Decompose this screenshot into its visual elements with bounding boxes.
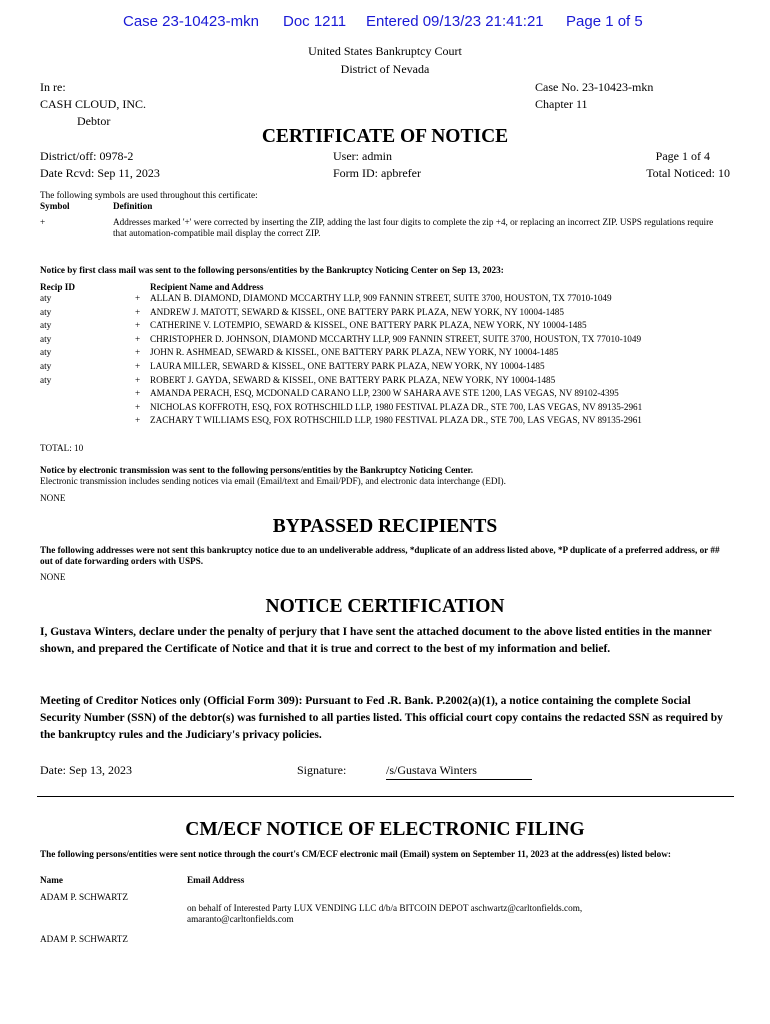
electronic-none: NONE <box>40 493 66 503</box>
list-item <box>40 320 730 334</box>
list-item <box>40 402 730 416</box>
list-item <box>40 347 730 361</box>
recipient-address: ZACHARY T WILLIAMS ESQ, FOX ROTHSCHILD LLP, 1980 FESTIVAL PLAZA DR., STE 700, LAS VEGAS, NV 89135-2961 <box>150 415 642 426</box>
in-re-label: In re: <box>40 80 66 94</box>
header-page: Page 1 of 5 <box>566 13 643 30</box>
plus-mark: + <box>135 388 141 399</box>
symbols-col-symbol: Symbol <box>40 201 70 211</box>
bypassed-text: The following addresses were not sent this bankruptcy notice due to an undeliverable address, *duplicate of an address listed above, *P duplicate of a preferred address, or ## out of date forwarding orders with USPS. <box>40 545 720 566</box>
certification-title: NOTICE CERTIFICATION <box>265 596 505 617</box>
recipient-address: CATHERINE V. LOTEMPIO, SEWARD & KISSEL, ONE BATTERY PARK PLAZA, NEW YORK, NY 10004-1485 <box>150 320 587 331</box>
signature-label: Signature: <box>297 763 347 777</box>
page-of: Page 1 of 4 <box>655 149 710 163</box>
header-doc: Doc 1211 <box>283 13 347 30</box>
cmecf-title: CM/ECF NOTICE OF ELECTRONIC FILING <box>185 819 585 840</box>
recip-id: aty <box>40 293 52 303</box>
plus-mark: + <box>135 361 141 371</box>
recipient-address: AMANDA PERACH, ESQ, MCDONALD CARANO LLP, 2300 W SAHARA AVE STE 1200, LAS VEGAS, NV 89102-4395 <box>150 388 619 399</box>
cmecf-col-name: Name <box>40 875 63 885</box>
list-item <box>40 361 730 375</box>
list-item <box>40 375 730 389</box>
col-recip-id: Recip ID <box>40 282 75 292</box>
recipient-address: ALLAN B. DIAMOND, DIAMOND MCCARTHY LLP, 909 FANNIN STREET, SUITE 3700, HOUSTON, TX 77010-1049 <box>150 293 612 303</box>
cmecf-entry-email: on behalf of Interested Party LUX VENDING LLC d/b/a BITCOIN DEPOT aschwartz@carltonfields.com, amaranto@carltonfields.com <box>187 903 583 924</box>
signature-value: /s/Gustava Winters <box>386 763 532 780</box>
recip-id: aty <box>40 374 52 385</box>
plus-mark: + <box>135 374 141 385</box>
plus-mark: + <box>135 333 141 344</box>
case-number: Case No. 23-10423-mkn <box>535 80 654 94</box>
list-item <box>40 334 730 348</box>
recipient-address: ANDREW J. MATOTT, SEWARD & KISSEL, ONE BATTERY PARK PLAZA, NEW YORK, NY 10004-1485 <box>150 306 564 317</box>
court-name: United States Bankruptcy Court <box>308 44 462 58</box>
cmecf-col-email: Email Address <box>187 875 245 885</box>
recip-id: aty <box>40 347 52 358</box>
cmecf-entry-name: ADAM P. SCHWARTZ <box>40 934 129 944</box>
symbol-plus-definition: Addresses marked '+' were corrected by inserting the ZIP, adding the last four digits to complete the zip +4, or replacing an incorrect ZIP. USPS regulations require that automation-compatible mail display the correct ZIP. <box>113 217 714 238</box>
list-item <box>40 307 730 321</box>
electronic-heading: Notice by electronic transmission was sent to the following persons/entities by the Bankruptcy Noticing Center. <box>40 465 474 475</box>
electronic-sub: Electronic transmission includes sending notices via email (Email/text and Email/PDF), and electronic data interchange (EDI). <box>40 476 506 486</box>
recip-id: aty <box>40 320 52 331</box>
recip-id: aty <box>40 306 52 317</box>
court-district: District of Nevada <box>340 62 430 76</box>
section-divider <box>37 796 734 797</box>
header-entered: Entered 09/13/23 21:41:21 <box>366 13 544 30</box>
certification-declaration: I, Gustava Winters, declare under the penalty of perjury that I have sent the attached document to the above listed entities in the manner shown, and prepared the Certificate of Notice and that it is true and correct to the best of my information and belief. <box>40 626 712 655</box>
plus-mark: + <box>135 306 141 317</box>
header-case: Case 23-10423-mkn <box>123 13 259 30</box>
district-office: District/off: 0978-2 <box>40 149 134 163</box>
plus-mark: + <box>135 293 141 303</box>
recipient-address: LAURA MILLER, SEWARD & KISSEL, ONE BATTERY PARK PLAZA, NEW YORK, NY 10004-1485 <box>150 361 545 371</box>
symbols-intro: The following symbols are used throughout this certificate: <box>40 190 258 200</box>
recip-id: aty <box>40 333 52 344</box>
certificate-title: CERTIFICATE OF NOTICE <box>261 126 509 147</box>
plus-mark: + <box>135 415 141 426</box>
recip-id: aty <box>40 361 52 371</box>
date-received: Date Rcvd: Sep 11, 2023 <box>40 166 160 180</box>
chapter: Chapter 11 <box>535 97 588 111</box>
first-class-heading: Notice by first class mail was sent to the following persons/entities by the Bankruptcy Noticing Center on Sep 13, 2023: <box>40 265 504 275</box>
list-item <box>40 388 730 402</box>
recipient-address: CHRISTOPHER D. JOHNSON, DIAMOND MCCARTHY LLP, 909 FANNIN STREET, SUITE 3700, HOUSTON, TX 77010-1049 <box>150 333 642 344</box>
cmecf-intro: The following persons/entities were sent notice through the court's CM/ECF electronic mail (Email) system on September 11, 2023 at the address(es) listed below: <box>40 849 671 859</box>
debtor-label: Debtor <box>77 114 111 128</box>
list-item <box>40 415 730 429</box>
symbols-col-definition: Definition <box>113 201 153 211</box>
cmecf-entry-name: ADAM P. SCHWARTZ <box>40 892 129 902</box>
user: User: admin <box>333 149 392 163</box>
plus-mark: + <box>135 401 141 412</box>
bypassed-title: BYPASSED RECIPIENTS <box>272 516 498 537</box>
certification-meeting: Meeting of Creditor Notices only (Official Form 309): Pursuant to Fed .R. Bank. P.2002(a)(1), a notice containing the complete Social Security Number (SSN) of the debtor(s) was furnished to all parties listed. This official court copy contains the redacted SSN as required by the bankruptcy rules and the Judiciary's privacy policies. <box>40 695 723 741</box>
total-noticed: Total Noticed: 10 <box>646 166 730 180</box>
plus-mark: + <box>135 347 141 358</box>
col-recipient-name: Recipient Name and Address <box>150 282 264 292</box>
first-class-total: TOTAL: 10 <box>40 443 84 453</box>
plus-mark: + <box>135 320 141 331</box>
form-id: Form ID: apbrefer <box>333 166 421 180</box>
bypassed-none: NONE <box>40 572 66 582</box>
debtor-name: CASH CLOUD, INC. <box>40 97 147 111</box>
recipient-address: JOHN R. ASHMEAD, SEWARD & KISSEL, ONE BATTERY PARK PLAZA, NEW YORK, NY 10004-1485 <box>150 347 559 358</box>
list-item <box>40 293 730 307</box>
recipient-address: NICHOLAS KOFFROTH, ESQ, FOX ROTHSCHILD LLP, 1980 FESTIVAL PLAZA DR., STE 700, LAS VEGAS, NV 89135-2961 <box>150 401 643 412</box>
symbol-plus: + <box>40 217 46 227</box>
certification-date: Date: Sep 13, 2023 <box>40 763 132 777</box>
recipient-address: ROBERT J. GAYDA, SEWARD & KISSEL, ONE BATTERY PARK PLAZA, NEW YORK, NY 10004-1485 <box>150 374 556 385</box>
